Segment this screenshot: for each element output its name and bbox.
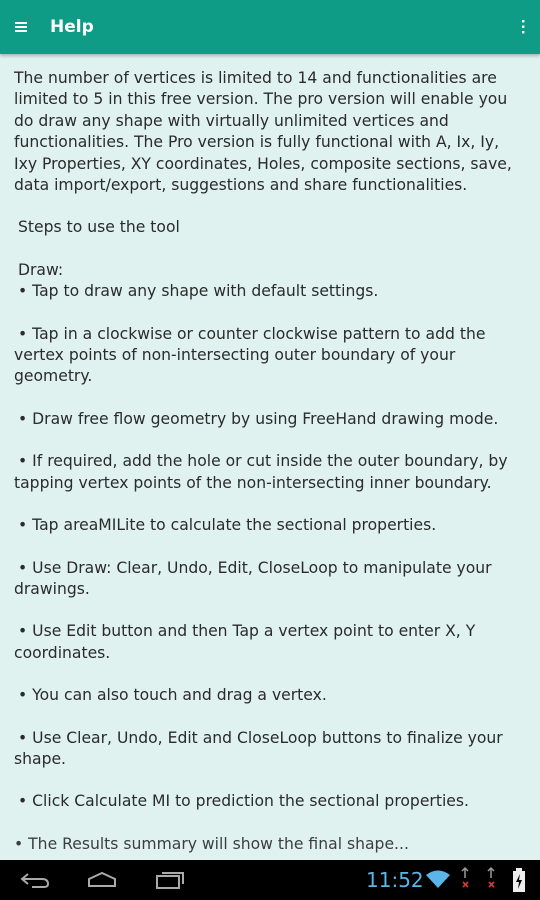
recents-icon	[154, 871, 186, 889]
back-icon	[20, 872, 50, 888]
list-item: • Click Calculate MI to prediction the sectional properties.	[18, 792, 469, 811]
home-button[interactable]	[84, 860, 120, 900]
wifi-icon	[425, 869, 451, 889]
list-item: • Draw free flow geometry by using FreeHand drawing mode.	[18, 409, 499, 428]
list-item: • Tap in a clockwise or counter clockwise pattern to add the vertex points of non-intersecting outer boundary of your geometry.	[14, 324, 486, 386]
status-clock: 11:52	[366, 868, 424, 892]
list-item: • Use Clear, Undo, Edit and CloseLoop buttons to finalize your shape.	[14, 728, 503, 768]
list-item: • Use Draw: Clear, Undo, Edit, CloseLoop to manipulate your drawings.	[14, 558, 492, 598]
system-nav-bar	[0, 860, 540, 900]
list-item: • Tap to draw any shape with default settings.	[18, 282, 379, 301]
battery-icon	[511, 868, 527, 894]
back-button[interactable]	[18, 860, 52, 900]
signal-icon	[461, 866, 501, 892]
list-item: • Tap areaMILite to calculate the sectional properties.	[18, 516, 437, 535]
intro-paragraph: The number of vertices is limited to 14 and functionalities are limited to 5 in this free version. The pro version will enable you do draw any shape with virtually unlimited vertices and functionalities. The Pro version is fully functional with A, Ix, Iy, Ixy Properties, XY coordinates, Holes, composite sections, save, data import/export, suggestions and share functionalities.	[14, 69, 512, 195]
draw-heading: Draw:	[18, 260, 64, 279]
list-item: • You can also touch and drag a vertex.	[18, 686, 327, 705]
help-content[interactable]	[0, 54, 540, 860]
page-title: Help	[50, 17, 94, 37]
app-bar	[0, 0, 540, 54]
more-vert-icon	[521, 20, 525, 34]
list-item: • If required, add the hole or cut inside the outer boundary, by tapping vertex points of the non-intersecting inner boundary.	[14, 452, 508, 492]
cut-off-text: • The Results summary will show the final shape...	[14, 834, 409, 853]
menu-icon	[15, 21, 27, 33]
steps-heading: Steps to use the tool	[18, 218, 180, 237]
list-item: • Use Edit button and then Tap a vertex point to enter X, Y coordinates.	[14, 622, 476, 662]
home-icon	[86, 872, 118, 888]
recents-button[interactable]	[152, 860, 188, 900]
overflow-menu-button[interactable]	[506, 0, 540, 54]
menu-button[interactable]	[2, 0, 40, 54]
